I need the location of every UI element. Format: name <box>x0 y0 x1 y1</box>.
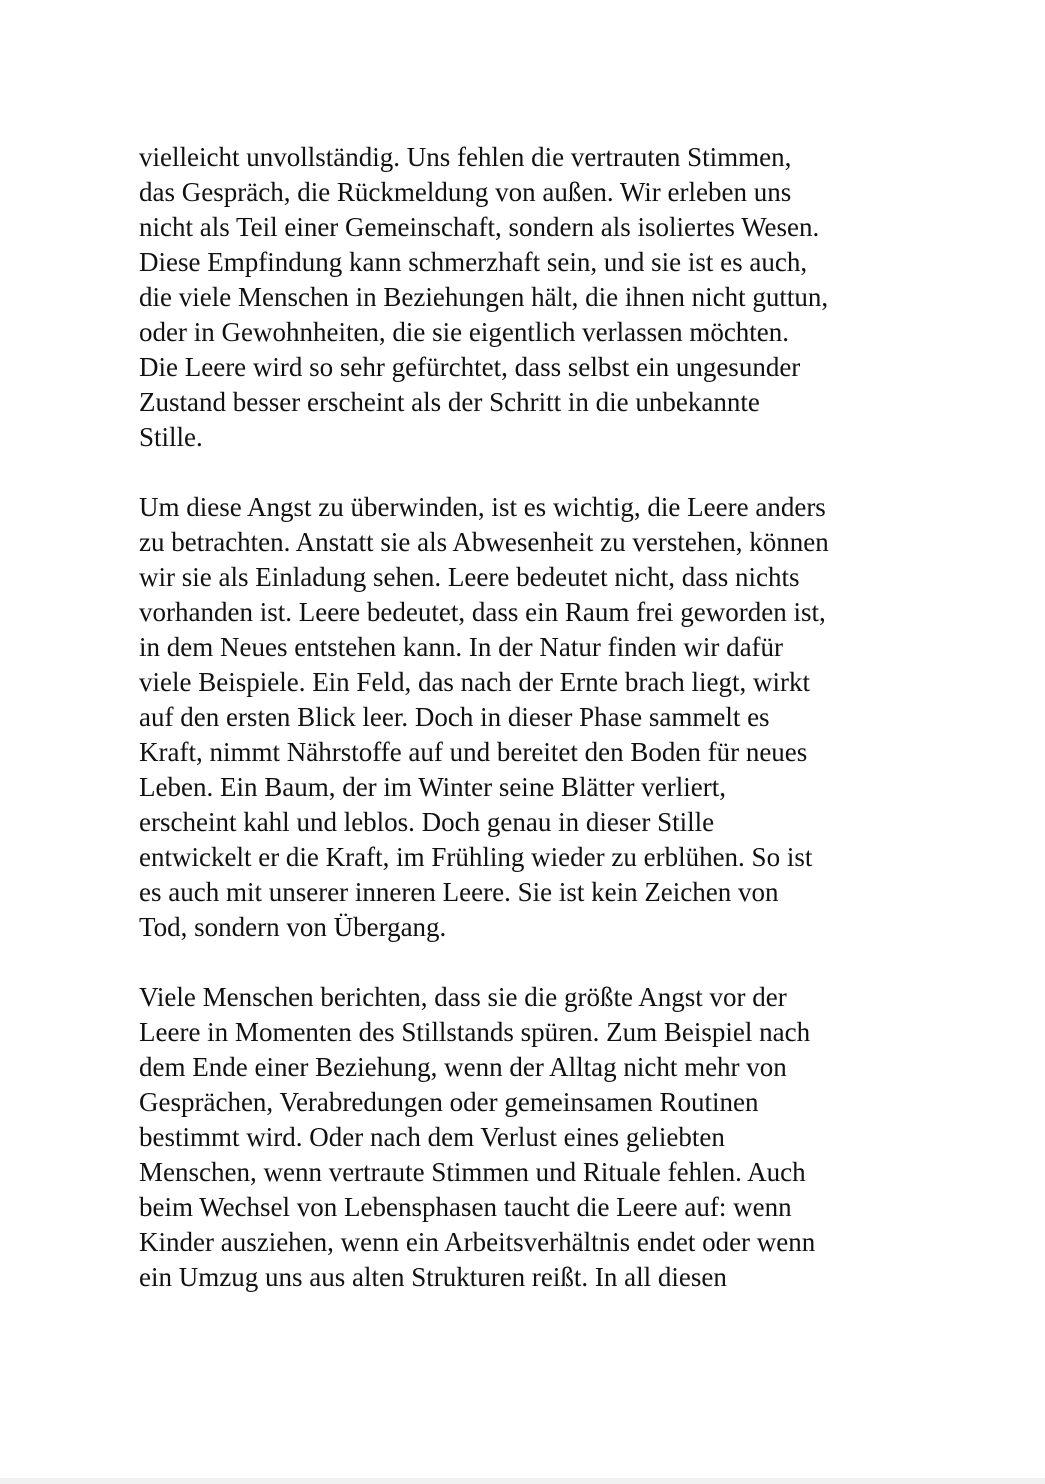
text-line: dem Ende einer Beziehung, wenn der Alltag nicht mehr von <box>139 1052 787 1082</box>
text-line: beim Wechsel von Lebensphasen taucht die Leere auf: wenn <box>139 1192 792 1222</box>
text-line: entwickelt er die Kraft, im Frühling wieder zu erblühen. So ist <box>139 842 813 872</box>
text-line: Menschen, wenn vertraute Stimmen und Rituale fehlen. Auch <box>139 1157 806 1187</box>
text-line: Leere in Momenten des Stillstands spüren. Zum Beispiel nach <box>139 1017 811 1047</box>
text-line: wir sie als Einladung sehen. Leere bedeutet nicht, dass nichts <box>139 562 800 592</box>
text-line: erscheint kahl und leblos. Doch genau in dieser Stille <box>139 807 715 837</box>
body-text <box>139 140 939 1330</box>
text-line: das Gespräch, die Rückmeldung von außen. Wir erleben uns <box>139 177 792 207</box>
text-line: in dem Neues entstehen kann. In der Natur finden wir dafür <box>139 632 784 662</box>
text-line: oder in Gewohnheiten, die sie eigentlich verlassen möchten. <box>139 317 790 347</box>
text-line: bestimmt wird. Oder nach dem Verlust eines geliebten <box>139 1122 725 1152</box>
text-line: nicht als Teil einer Gemeinschaft, sondern als isoliertes Wesen. <box>139 212 820 242</box>
text-line: vielleicht unvollständig. Uns fehlen die vertrauten Stimmen, <box>139 142 792 172</box>
text-line: vorhanden ist. Leere bedeutet, dass ein Raum frei geworden ist, <box>139 597 826 627</box>
text-line: Kraft, nimmt Nährstoffe auf und bereitet den Boden für neues <box>139 737 808 767</box>
text-line: Stille. <box>139 422 203 452</box>
paragraph-1 <box>139 140 939 455</box>
text-line: Die Leere wird so sehr gefürchtet, dass selbst ein ungesunder <box>139 352 801 382</box>
text-line: zu betrachten. Anstatt sie als Abwesenheit zu verstehen, können <box>139 527 829 557</box>
text-line: Gesprächen, Verabredungen oder gemeinsamen Routinen <box>139 1087 759 1117</box>
paragraph-2 <box>139 490 939 945</box>
text-line: die viele Menschen in Beziehungen hält, die ihnen nicht guttun, <box>139 282 829 312</box>
text-line: Diese Empfindung kann schmerzhaft sein, und sie ist es auch, <box>139 247 808 277</box>
text-line: Leben. Ein Baum, der im Winter seine Blätter verliert, <box>139 772 726 802</box>
text-line: Tod, sondern von Übergang. <box>139 912 447 942</box>
text-line: Um diese Angst zu überwinden, ist es wichtig, die Leere anders <box>139 492 826 522</box>
text-line: ein Umzug uns aus alten Strukturen reißt. In all diesen <box>139 1262 727 1292</box>
page-bottom-edge <box>0 1478 1045 1484</box>
text-line: Zustand besser erscheint als der Schritt in die unbekannte <box>139 387 760 417</box>
text-line: Kinder ausziehen, wenn ein Arbeitsverhältnis endet oder wenn <box>139 1227 816 1257</box>
text-line: es auch mit unserer inneren Leere. Sie ist kein Zeichen von <box>139 877 779 907</box>
text-line: viele Beispiele. Ein Feld, das nach der Ernte brach liegt, wirkt <box>139 667 811 697</box>
text-line: Viele Menschen berichten, dass sie die größte Angst vor der <box>139 982 787 1012</box>
text-line: auf den ersten Blick leer. Doch in dieser Phase sammelt es <box>139 702 770 732</box>
paragraph-3 <box>139 980 939 1295</box>
